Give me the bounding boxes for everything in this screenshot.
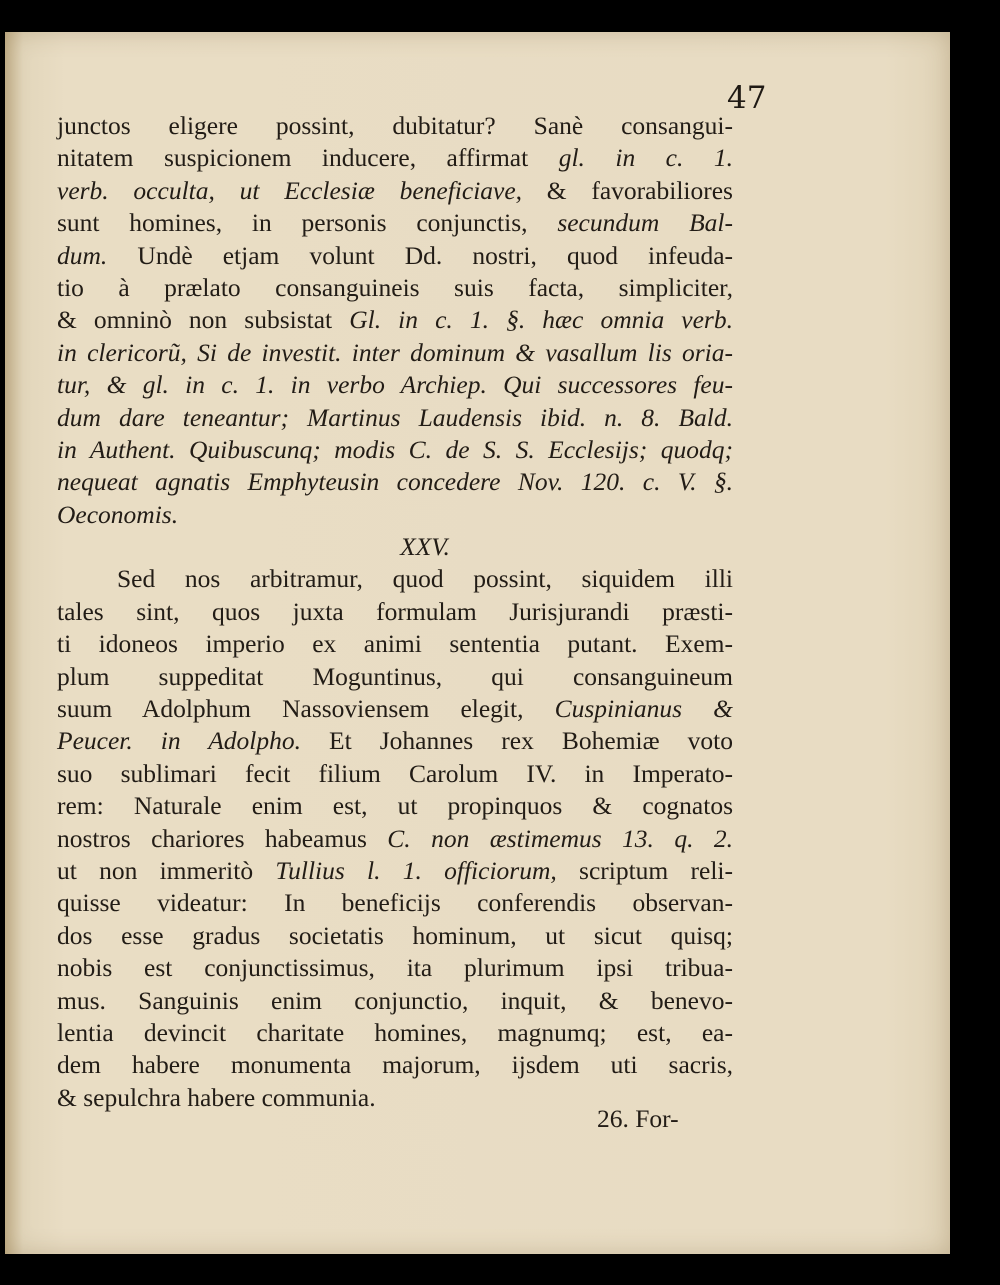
page-number: 47 bbox=[727, 80, 767, 116]
italic-citation: verb. occulta, ut Ecclesiæ beneficiave, bbox=[57, 175, 523, 205]
text-line bbox=[57, 499, 733, 531]
text-line bbox=[57, 466, 733, 498]
italic-citation: dum dare teneantur; Martinus Laudensis ibid. n. 8. Bald. bbox=[57, 402, 733, 432]
text-segment: quisse videatur: In beneficijs conferendis observan- bbox=[57, 888, 733, 918]
text-segment: nitatem suspicionem inducere, affirmat bbox=[57, 143, 559, 173]
text-line bbox=[57, 240, 733, 272]
text-segment: Et Johannes rex Bohemiæ voto bbox=[301, 726, 733, 756]
section-heading bbox=[57, 531, 733, 563]
body-text bbox=[57, 110, 733, 1114]
text-line bbox=[57, 985, 733, 1017]
text-line bbox=[57, 369, 733, 401]
text-segment: sunt homines, in personis conjunctis, bbox=[57, 208, 558, 238]
text-line bbox=[57, 207, 733, 239]
text-line bbox=[57, 952, 733, 984]
text-segment: lentia devincit charitate homines, magnumq; est, ea- bbox=[57, 1017, 733, 1047]
text-segment: ti idoneos imperio ex animi sententia putant. Exem- bbox=[57, 629, 733, 659]
text-line bbox=[57, 887, 733, 919]
text-line bbox=[57, 661, 733, 693]
italic-citation: Peucer. in Adolpho. bbox=[57, 726, 301, 756]
text-segment: junctos eligere possint, dubitatur? Sanè consangui- bbox=[57, 111, 733, 140]
text-segment: dos esse gradus societatis hominum, ut sicut quisq; bbox=[57, 920, 733, 950]
catchword: 26. For- bbox=[597, 1104, 679, 1133]
text-segment: tio à prælato consanguineis suis facta, simpliciter, bbox=[57, 272, 733, 302]
text-segment: nostros chariores habeamus bbox=[57, 823, 388, 853]
text-line bbox=[57, 823, 733, 855]
text-line bbox=[57, 142, 733, 174]
text-line bbox=[57, 304, 733, 336]
text-segment: & favorabiliores bbox=[522, 175, 733, 205]
text-segment: ut non immeritò bbox=[57, 855, 276, 885]
text-segment: suo sublimari fecit filium Carolum IV. in Imperato- bbox=[57, 758, 733, 788]
text-line bbox=[57, 790, 733, 822]
text-segment: scriptum reli- bbox=[556, 855, 733, 885]
text-segment: nobis est conjunctissimus, ita plurimum ipsi tribua- bbox=[57, 953, 733, 983]
text-segment: suum Adolphum Nassoviensem elegit, bbox=[57, 694, 555, 724]
text-segment: rem: Naturale enim est, ut propinquos & cognatos bbox=[57, 791, 733, 821]
italic-citation: tur, & gl. in c. 1. in verbo Archiep. Qui successores feu- bbox=[57, 370, 733, 400]
italic-citation: C. non æstimemus 13. q. 2. bbox=[387, 823, 733, 853]
text-line bbox=[57, 1049, 733, 1081]
text-segment: & sepulchra habere communia. bbox=[57, 1082, 376, 1112]
text-line bbox=[57, 725, 733, 757]
text-segment: mus. Sanguinis enim conjunctio, inquit, & benevo- bbox=[57, 985, 733, 1015]
text-line bbox=[57, 596, 733, 628]
italic-citation: XXV. bbox=[400, 532, 450, 562]
italic-citation: in Authent. Quibuscunq; modis C. de S. S. Ecclesijs; quodq; bbox=[57, 434, 733, 464]
text-line bbox=[57, 855, 733, 887]
italic-citation: Cuspinianus & bbox=[554, 694, 733, 724]
text-segment: dem habere monumenta majorum, ijsdem uti sacris, bbox=[57, 1050, 733, 1080]
italic-citation: dum. bbox=[57, 240, 108, 270]
italic-citation: in clericorũ, Si de investit. inter dominum & vasallum lis oria- bbox=[57, 337, 733, 367]
text-line bbox=[57, 1017, 733, 1049]
text-segment: tales sint, quos juxta formulam Jurisjurandi præsti- bbox=[57, 596, 733, 626]
text-segment: plum suppeditat Moguntinus, qui consanguineum bbox=[57, 661, 733, 691]
text-segment: Undè etjam volunt Dd. nostri, quod infeuda- bbox=[107, 240, 733, 270]
italic-citation: nequeat agnatis Emphyteusin concedere Nov. 120. c. V. §. bbox=[57, 467, 733, 497]
text-line bbox=[57, 272, 733, 304]
italic-citation: secundum Bal- bbox=[557, 208, 733, 238]
text-line bbox=[57, 693, 733, 725]
text-line bbox=[57, 337, 733, 369]
text-line bbox=[57, 402, 733, 434]
text-segment: Sed nos arbitramur, quod possint, siquidem illi bbox=[117, 564, 733, 594]
text-line bbox=[57, 563, 733, 595]
italic-citation: Gl. in c. 1. §. hæc omnia verb. bbox=[349, 305, 733, 335]
italic-citation: Oeconomis. bbox=[57, 499, 179, 529]
text-line bbox=[57, 758, 733, 790]
text-line bbox=[57, 175, 733, 207]
text-line bbox=[57, 110, 733, 142]
text-line bbox=[57, 920, 733, 952]
italic-citation: gl. in c. 1. bbox=[558, 143, 733, 173]
text-line bbox=[57, 628, 733, 660]
text-line bbox=[57, 434, 733, 466]
italic-citation: Tullius l. 1. officiorum, bbox=[275, 855, 557, 885]
text-segment: & omninò non subsistat bbox=[57, 305, 350, 335]
book-page bbox=[5, 32, 950, 1254]
